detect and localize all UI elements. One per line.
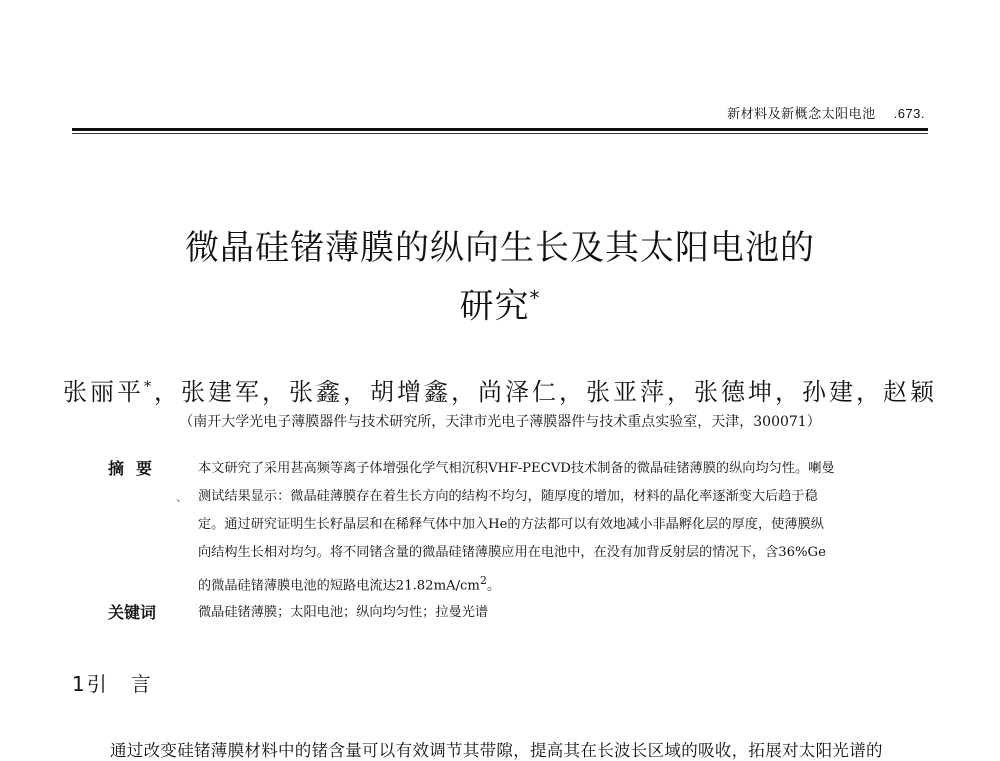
section-heading — [72, 668, 153, 697]
header-rule-thin — [72, 133, 928, 134]
abstract-line-5-end: 。 — [486, 578, 501, 594]
title-line-1: 微晶硅锗薄膜的纵向生长及其太阳电池的 — [185, 228, 815, 268]
title-line-2 — [0, 273, 1000, 331]
paper-title — [0, 223, 1000, 331]
body-paragraph: 通过改变硅锗薄膜材料中的锗含量可以有效调节其带隙，提高其在长波长区域的吸收，拓展对太阳光谱的 — [110, 741, 883, 760]
title-line-2-text: 研究 — [459, 286, 530, 327]
abstract-line-2: 测试结果显示：微晶硅薄膜存在着生长方向的结构不均匀，随厚度的增加，材料的晶化率逐渐变大后趋于稳 — [198, 489, 818, 504]
journal-section-title: 新材料及新概念太阳电池 — [727, 107, 876, 122]
corresponding-author-mark: * — [144, 379, 154, 395]
section-title-a: 引 — [86, 672, 109, 696]
abstract-line-5 — [198, 567, 921, 600]
header-rule-thick — [72, 128, 928, 131]
other-authors: ，张建军，张鑫，胡增鑫，尚泽仁，张亚萍，张德坤，孙建，赵颖 — [154, 378, 937, 406]
keywords-text: 微晶硅锗薄膜；太阳电池；纵向均匀性；拉曼光谱 — [198, 605, 489, 620]
keywords-label: 关键词 — [108, 603, 157, 622]
abstract-text — [198, 455, 921, 600]
abstract-line-1: 本文研究了采用甚高频等离子体增强化学气相沉积VHF-PECVD技术制备的微晶硅锗薄膜的纵向均匀性。喇曼 — [198, 461, 835, 476]
abstract-line-3: 定。通过研究证明生长籽晶层和在稀释气体中加入He的方法都可以有效地减小非晶孵化层的厚度，使薄膜纵 — [198, 517, 824, 532]
abstract-line-4: 向结构生长相对均匀。将不同锗含量的微晶硅锗薄膜应用在电池中，在没有加背反射层的情况下，含36%Ge — [198, 545, 826, 560]
affiliation: （南开大学光电子薄膜器件与技术研究所，天津市光电子薄膜器件与技术重点实验室，天津，300071） — [179, 414, 821, 430]
unit-superscript: 2 — [479, 574, 487, 587]
first-author: 张丽平 — [63, 378, 144, 406]
section-title-b: 言 — [130, 672, 153, 696]
running-header — [727, 103, 925, 122]
author-list — [0, 372, 1000, 407]
title-footnote-mark: * — [529, 286, 541, 310]
abstract-label: 摘要 — [108, 459, 165, 478]
section-number: 1 — [72, 672, 87, 696]
page-number: .673. — [893, 106, 925, 121]
margin-mark: 、 — [176, 490, 189, 504]
abstract-line-5-text: 的微晶硅锗薄膜电池的短路电流达21.82mA/cm — [198, 578, 480, 594]
